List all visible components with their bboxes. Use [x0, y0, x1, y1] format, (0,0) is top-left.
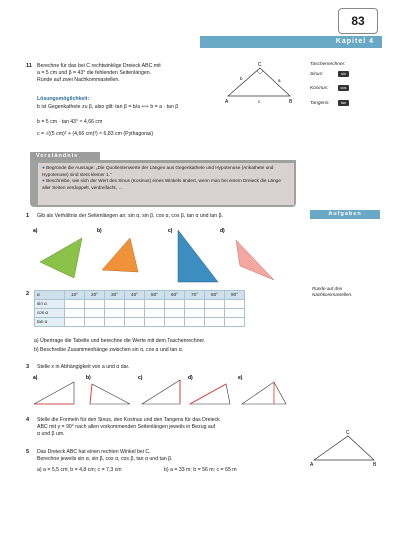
- table-cell: [225, 300, 245, 309]
- table-cell: [85, 300, 105, 309]
- task-5-number: 5: [26, 449, 30, 455]
- table-row-label: tan α: [35, 318, 65, 327]
- task-3-triangle-a: [34, 382, 74, 404]
- task-5-line-2: Berechne jeweils sin α, sin β, cos α, cos β, tan α und tan β.: [37, 456, 173, 463]
- table-cell: [165, 309, 185, 318]
- task-4-line-3: α und β um.: [37, 431, 65, 438]
- task-3-side-x-d: [190, 384, 226, 404]
- table-cell: [165, 300, 185, 309]
- table-cell: [185, 318, 205, 327]
- table-header-cell: α: [35, 291, 65, 300]
- table-cell: [185, 300, 205, 309]
- task-3-triangle-c: [142, 380, 180, 404]
- understanding-bullet-1-text: Begründe die Aussage: „Die Quotientenwerte der Längen aus Gegenkathete und Hypotenuse (Ankathete und Hypotenuse) sind stets kleiner 1.“: [42, 165, 274, 177]
- calc-cos-label: Kosinus:: [310, 86, 329, 91]
- task-11-text: [37, 63, 237, 84]
- table-header-cell: 30°: [105, 291, 125, 300]
- vertex-a-label: A: [310, 462, 314, 468]
- task-3-label-d: d): [188, 375, 193, 381]
- table-cell: [85, 309, 105, 318]
- task-3-triangle-b: [90, 384, 130, 404]
- task-1-label-a: a): [33, 228, 38, 234]
- table-header-row: [35, 291, 245, 300]
- task-2-sub-a: a) Übertrage die Tabelle und berechne die Werte mit dem Taschenrechner.: [34, 338, 206, 344]
- table-header-cell: 90°: [225, 291, 245, 300]
- table-header-cell: 70°: [185, 291, 205, 300]
- task-4-text: [37, 417, 297, 438]
- task-11-line-3: Runde auf zwei Nachkommastellen.: [37, 77, 120, 84]
- table-row-label: sin α: [35, 300, 65, 309]
- side-b-label: b: [240, 76, 243, 81]
- solution-line-2: b = 5 cm · tan 43° ≈ 4,66 cm: [37, 119, 103, 125]
- task-3-label-a: a): [33, 375, 38, 381]
- task-2-sub-b: b) Beschreibe Zusammenhänge zwischen sin α, cos α und tan α.: [34, 347, 184, 353]
- task-11-number: 11: [26, 63, 32, 69]
- task-1-text: Gib als Verhältnis der Seitenlängen an: sin α, sin β, cos α, cos β, tan α und tan β.: [37, 213, 224, 219]
- table-cell: [65, 309, 85, 318]
- table-cell: [125, 309, 145, 318]
- table-cell: [105, 318, 125, 327]
- solution-title: Lösungsmöglichkeit:: [37, 96, 90, 102]
- task-3-label-c: c): [138, 375, 143, 381]
- task-4-number: 4: [26, 417, 30, 423]
- table-cell: [145, 309, 165, 318]
- triangle-blue: [178, 230, 218, 282]
- understanding-bullet-2-text: Beschreibe, wie sich der Wert des Sinus (Kosinus) eines Winkels ändert, wenn man bei einem Dreieck die Länge aller Seiten verdoppelt, verdreifacht, …: [42, 178, 281, 191]
- table-cell: [145, 300, 165, 309]
- table-cell: [225, 309, 245, 318]
- understanding-bullet-1: [42, 165, 290, 178]
- task-5-sub-b: b) a = 33 m; b = 56 m; c = 65 m: [164, 467, 237, 473]
- table-header-cell: 80°: [205, 291, 225, 300]
- task-2-table: [34, 290, 245, 327]
- aufgaben-band: Aufgaben: [310, 210, 380, 219]
- vertex-c-label: C: [258, 62, 262, 68]
- triangle-abc-task-5: [314, 436, 374, 460]
- vertex-b-label: B: [289, 99, 293, 105]
- triangle-orange: [102, 238, 138, 272]
- task-1-triangles: [30, 224, 300, 288]
- solution-line-3: c = √((5 cm)² + (4,66 cm)²) ≈ 6,83 cm (Pythagoras): [37, 131, 154, 137]
- bullet-icon: ●: [42, 165, 47, 170]
- task-4-line-1: Stelle die Formeln für den Sinus, den Kosinus und den Tangens für das Dreieck: [37, 417, 220, 423]
- task-3-number: 3: [26, 364, 30, 370]
- calc-tan-label: Tangens:: [310, 101, 330, 106]
- vertex-b-label: B: [373, 462, 377, 468]
- table-cell: [165, 318, 185, 327]
- task-5-triangle-figure: [308, 428, 382, 468]
- solution-line-1: b ist Gegenkathete zu β, also gilt: tan β = b/a ⟺ b = a · tan β: [37, 104, 179, 110]
- task-3-side-x-b: [90, 384, 92, 404]
- table-cell: [85, 318, 105, 327]
- task-3-label-b: b): [86, 375, 91, 381]
- task-2-side-note: Runde auf drei Nachkommastellen.: [312, 286, 353, 298]
- task-1-label-b: b): [97, 228, 102, 234]
- vertex-c-label: C: [346, 430, 350, 436]
- triangle-green: [40, 238, 82, 278]
- table-header-cell: 60°: [165, 291, 185, 300]
- task-3-figures: [30, 372, 290, 412]
- side-c-label: c: [258, 99, 261, 104]
- table-header-cell: 40°: [125, 291, 145, 300]
- calculator-title: Taschenrechner:: [310, 62, 346, 67]
- chapter-band: Kapitel 4: [200, 36, 382, 48]
- page-number: 83: [338, 8, 378, 34]
- task-5-text: [37, 449, 297, 463]
- table-cell: [145, 318, 165, 327]
- triangle-pink: [236, 240, 274, 280]
- table-cell: [105, 300, 125, 309]
- task-3-triangle-e: [242, 382, 286, 404]
- table-row: [35, 300, 245, 309]
- task-4-line-2: ABC mit γ = 90° nach allen vorkommenden Seitenlängen jeweils in Bezug auf: [37, 424, 216, 431]
- task-1-label-d: d): [220, 228, 225, 234]
- table-row: [35, 318, 245, 327]
- table-row-label: cos α: [35, 309, 65, 318]
- task-1-number: 1: [26, 213, 30, 219]
- task-11-line-2: a = 5 cm und β = 43° die fehlenden Seitenlängen.: [37, 70, 152, 77]
- table-cell: [125, 318, 145, 327]
- understanding-bullet-2: [42, 178, 290, 191]
- task-3-text: Stelle x in Abhängigkeit von a und α dar.: [37, 364, 130, 370]
- table-cell: [185, 309, 205, 318]
- task-1-label-c: c): [168, 228, 173, 234]
- table-cell: [125, 300, 145, 309]
- calc-cos-key: cos: [338, 85, 349, 91]
- table-cell: [225, 318, 245, 327]
- understanding-band: Verständnis: [30, 152, 100, 161]
- table-cell: [205, 300, 225, 309]
- task-2-number: 2: [26, 291, 30, 297]
- task-5-sub-a: a) a = 5,5 cm; b = 4,8 cm; c = 7,3 cm: [37, 467, 122, 473]
- calc-sin-label: Sinus:: [310, 72, 324, 77]
- table-header-cell: 20°: [85, 291, 105, 300]
- task-5-line-1: Das Dreieck ABC hat einen rechten Winkel bei C.: [37, 449, 151, 455]
- bullet-icon: ●: [42, 178, 47, 184]
- triangle-abc: [228, 68, 290, 96]
- table-cell: [65, 318, 85, 327]
- table-cell: [65, 300, 85, 309]
- task-11-line-1: Berechne für das bei C rechtwinklige Dreieck ABC mit: [37, 63, 161, 69]
- task-11-triangle-figure: [222, 60, 296, 108]
- table-cell: [105, 309, 125, 318]
- table-header-cell: 10°: [65, 291, 85, 300]
- calc-tan-key: tan: [338, 100, 349, 106]
- table-cell: [205, 309, 225, 318]
- table-cell: [205, 318, 225, 327]
- task-3-label-e: e): [238, 375, 243, 381]
- table-header-cell: 50°: [145, 291, 165, 300]
- calc-sin-key: sin: [338, 71, 349, 77]
- understanding-box: [38, 163, 294, 205]
- vertex-a-label: A: [225, 99, 229, 105]
- table-row: [35, 309, 245, 318]
- side-a-label: a: [278, 78, 281, 83]
